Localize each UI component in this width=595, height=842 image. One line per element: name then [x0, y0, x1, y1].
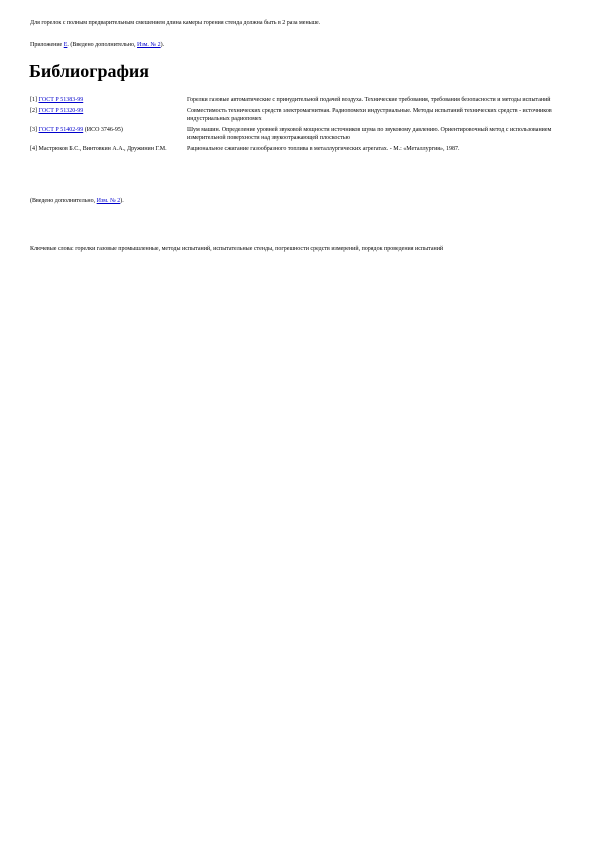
- bibliography-title: Библиография: [29, 61, 150, 81]
- standard-link[interactable]: ГОСТ Р 51320-99: [38, 108, 84, 114]
- standard-link[interactable]: ГОСТ Р 51402-99: [38, 127, 84, 133]
- combustion-note: Для горелок с полным предварительным смешением длина камеры горения стенда должна быть в 2 раза меньше.: [30, 20, 321, 26]
- entry-number: [3]: [30, 127, 37, 133]
- bibliography-entry-4: [30, 145, 565, 153]
- entry-number: [1]: [30, 97, 37, 103]
- keywords: Ключевые слова: горелки газовые промышленные, методы испытаний, испытательные стенды, погрешности средств измерений, порядок проведения испытаний: [30, 246, 444, 252]
- standard-link[interactable]: ГОСТ Р 51383-99: [38, 97, 84, 103]
- bib-change-link[interactable]: Изм. № 2: [96, 198, 121, 204]
- standard-extra: (ИСО 3746-95): [84, 127, 123, 133]
- bibliography-entry-2: [30, 107, 565, 123]
- bibliography-list: [30, 96, 565, 156]
- entry-number: [4]: [30, 146, 37, 152]
- entry-description: Совместимость технических средств электромагнитная. Радиопомехи индустриальные. Методы испытаний технических средств - источников индустриальных радиопомех: [187, 108, 552, 122]
- bib-note-suffix: ).: [120, 198, 124, 204]
- bibliography-entry-1: [30, 96, 565, 104]
- bibliography-entry-3: [30, 126, 565, 142]
- bibliography-ref: [30, 96, 187, 104]
- appendix-change-link[interactable]: Изм. № 2: [137, 42, 161, 48]
- entry-number: [2]: [30, 108, 37, 114]
- bib-note-prefix: (Введено дополнительно,: [30, 198, 96, 204]
- bibliography-ref: [30, 145, 187, 153]
- appendix-link[interactable]: Е: [63, 42, 68, 48]
- entry-authors: Мастрюков Б.С., Винтовкин А.А., Дружинин Г.М.: [38, 146, 167, 152]
- appendix-suffix: ).: [160, 42, 165, 48]
- bibliography-note: [30, 197, 570, 205]
- appendix-note: [30, 41, 570, 49]
- appendix-prefix: Приложение: [30, 42, 63, 48]
- appendix-mid: . (Введено дополнительно,: [67, 42, 136, 48]
- entry-description: Рациональное сжигание газообразного топлива в металлургических агрегатах. - М.: «Металлургия», 1987.: [187, 146, 460, 152]
- bibliography-ref: [30, 126, 187, 142]
- entry-description: Шум машин. Определение уровней звуковой мощности источников шума по звуковому давлению. Ориентировочный метод с использованием измерительной поверхности над звукоотражающей плоскостью: [187, 127, 552, 141]
- bibliography-ref: [30, 107, 187, 123]
- entry-description: Горелки газовые автоматические с принудительной подачей воздуха. Технические требования, требования безопасности и методы испытаний: [187, 97, 551, 103]
